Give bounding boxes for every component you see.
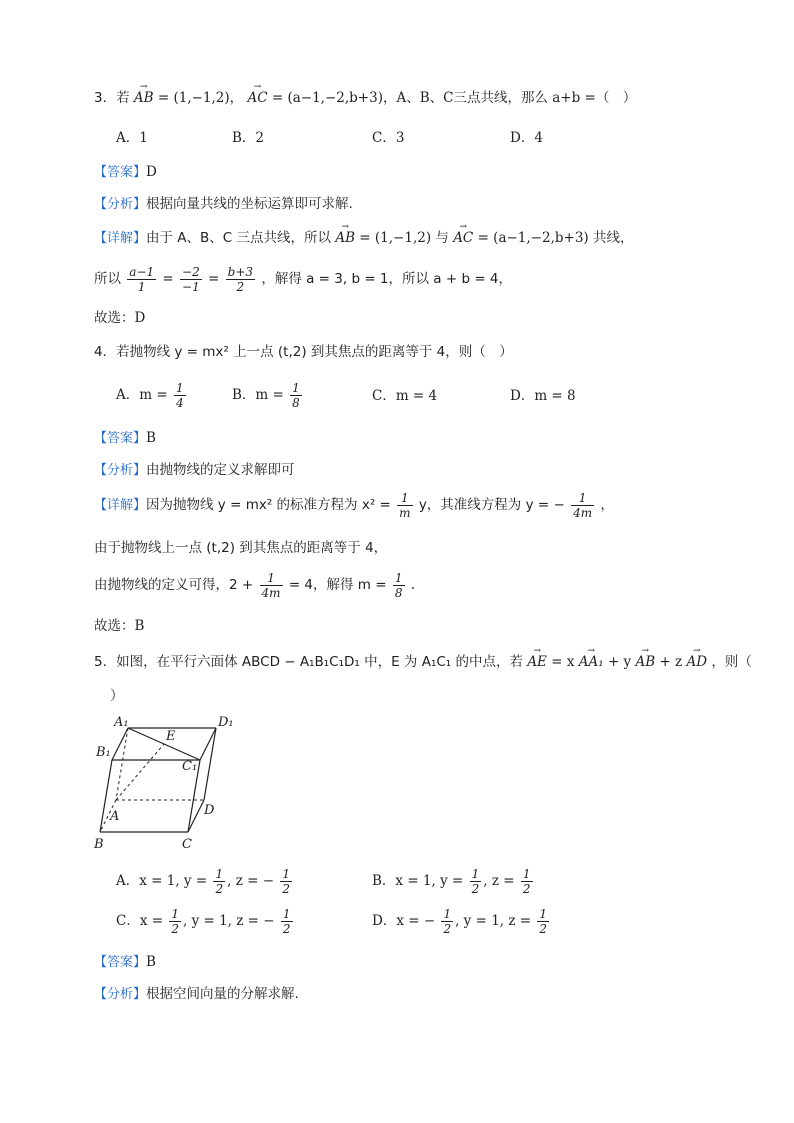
q3-option-a: A．1 (116, 130, 148, 146)
q4-stem: 4．若抛物线 y = mx² 上一点 (t,2) 到其焦点的距离等于 4，则（ ） (94, 344, 513, 360)
q5-stem: 5．如图，在平行六面体 ABCD − A₁B₁C₁D₁ 中，E 为 A₁C₁ 的中点，若 → AE = x → AA₁ + y → AB + z → AD ，则（ (94, 652, 752, 672)
label-c1: C₁ (182, 759, 198, 774)
q4-detail-line-1: 【详解】因为抛物线 y = mx² 的标准方程为 x² = $\frac{1}{m}$ y，其准线方程为 y = − $\frac{1}{4m}$ ， (94, 491, 614, 520)
label-d1: D₁ (218, 715, 234, 730)
parallelepiped-figure (90, 710, 250, 855)
q3-choose: 故选：D (94, 310, 146, 326)
q4-answer: 【答案】B (94, 430, 156, 446)
fraction: $\frac{-2}{-1}$ (182, 265, 200, 294)
vector-ac: → AC (453, 228, 473, 248)
q5-option-d: D．x = − $\frac{1}{2}$ , y = 1, z = $\frac{1}{2}$ (372, 907, 548, 936)
q4-option-d: D．m = 8 (510, 388, 576, 404)
q3-option-c: C．3 (372, 130, 405, 146)
label-a: A (110, 809, 120, 824)
q3-option-b: B．2 (232, 130, 265, 146)
q3-option-d: D．4 (510, 130, 543, 146)
q3-answer: 【答案】D (94, 164, 157, 180)
q5-analysis: 【分析】根据空间向量的分解求解. (94, 986, 299, 1002)
q4-choose: 故选：B (94, 618, 145, 634)
q5-stem-cont: ） (110, 688, 124, 704)
q5-option-c: C．x = $\frac{1}{2}$ , y = 1, z = − $\frac{1}{2}$ (116, 907, 291, 936)
label-e: E (166, 729, 176, 744)
q5-option-a: A．x = 1, y = $\frac{1}{2}$ , z = − $\frac{1}{2}$ (116, 867, 290, 896)
vector-ac: → AC (247, 88, 267, 108)
q5-answer: 【答案】B (94, 954, 156, 970)
fraction: $\frac{a-1}{1}$ (129, 265, 155, 294)
vector-ab: → AB (335, 228, 355, 248)
label-b: B (94, 837, 104, 852)
q4-detail-line-3: 由抛物线的定义可得，2 + $\frac{1}{4m}$ = 4，解得 m = $\frac{1}{8}$ . (94, 571, 416, 600)
label-c: C (182, 837, 192, 852)
q3-detail-line-2: 所以 $\frac{a-1}{1}$ = $\frac{-2}{-1}$ = $\frac{b+3}{2}$ ，解得 a = 3, b = 1，所以 a + b = 4， (94, 265, 513, 294)
q4-option-b: B．m = $\frac{1}{8}$ (232, 381, 300, 410)
q4-option-a: A．m = $\frac{1}{4}$ (116, 381, 184, 410)
label-b1: B₁ (96, 745, 111, 760)
q4-detail-line-2: 由于抛物线上一点 (t,2) 到其焦点的距离等于 4， (94, 540, 388, 556)
label-a1: A₁ (114, 715, 129, 730)
q3-detail-line-1: 【详解】由于 A、B、C 三点共线，所以 → AB = (1,−1,2) 与 → AC = (a−1,−2,b+3) 共线， (94, 228, 633, 249)
label-d: D (204, 803, 215, 818)
vector-ab: → AB (134, 88, 154, 108)
q5-option-b: B．x = 1, y = $\frac{1}{2}$ , z = $\frac{1}{2}$ (372, 867, 531, 896)
q3-stem: 3．若 → AB = (1,−1,2)， → AC = (a−1,−2,b+3)，A、B、C三点共线，那么 a+b =（ ） (94, 88, 636, 108)
q3-analysis: 【分析】根据向量共线的坐标运算即可求解. (94, 196, 353, 212)
q4-analysis: 【分析】由抛物线的定义求解即可 (94, 462, 295, 478)
q4-option-c: C．m = 4 (372, 388, 438, 404)
fraction: $\frac{b+3}{2}$ (227, 265, 254, 294)
